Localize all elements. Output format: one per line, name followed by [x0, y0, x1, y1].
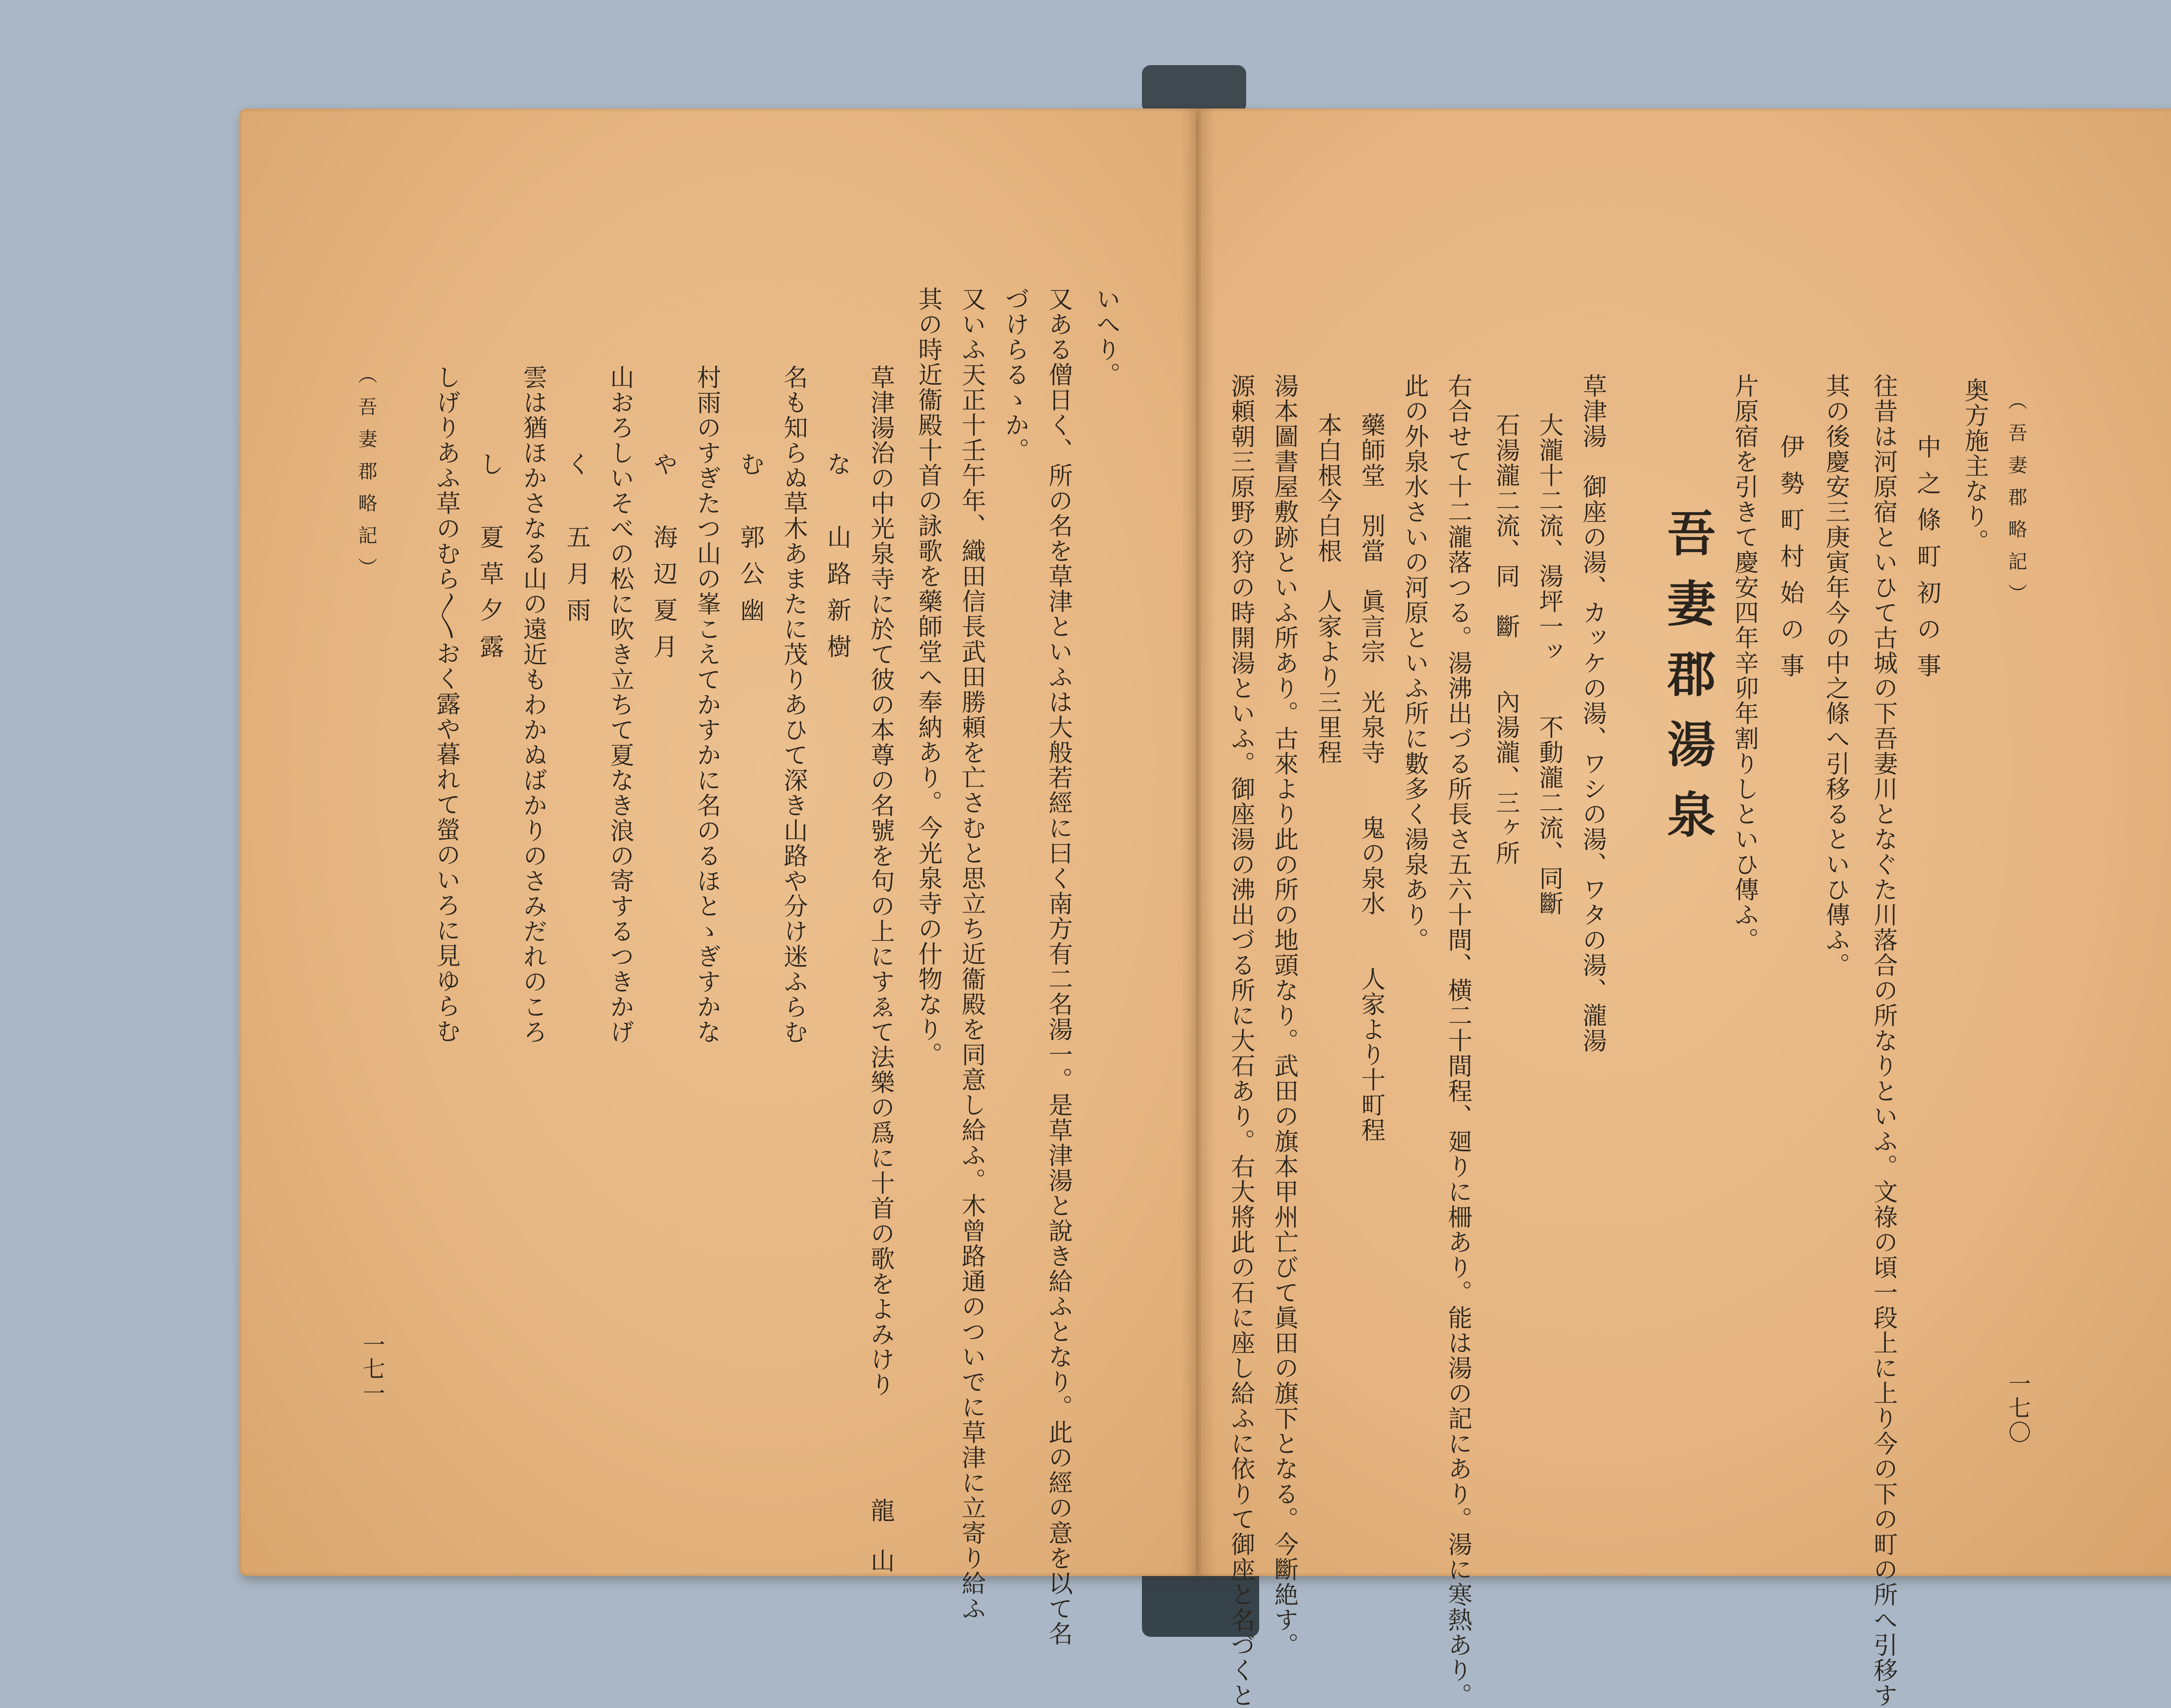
- poem-line: 名も知らぬ草木あまたに茂りあひて深き山路や分け迷ふらむ: [780, 365, 808, 1045]
- poem-line: 山おろしいそべの松に吹き立ちて夏なき浪の寄するつきかげ: [606, 365, 634, 1045]
- text-line: 右合せて十二瀧落つる。湯沸出づる所長さ五六十間、横二十間程、廻りに柵あり。能は湯の記にあり。湯に寒熱あり。: [1444, 373, 1472, 1708]
- text-line: いへり。: [1092, 287, 1121, 387]
- text-line: 大瀧十二流、湯坪一ッ 不動瀧二流、同斷: [1535, 412, 1564, 916]
- book-gutter: [1181, 109, 1216, 1576]
- poem-title: く 五月雨: [563, 452, 591, 634]
- poem-line: 村雨のすぎたつ山の峯こえてかすかに名のるほとゝぎすかな: [693, 365, 721, 1045]
- poem-title: な 山路新樹: [823, 452, 851, 670]
- text-line: 此の外泉水さいの河原といふ所に數多く湯泉あり。: [1401, 373, 1429, 953]
- text-line: 源頼朝三原野の狩の時開湯といふ。御座湯の沸出づる所に大石あり。右大將此の石に座し給ふに依りて御座と名づくと: [1227, 373, 1255, 1708]
- text-line: づけらるゝか。: [1001, 287, 1029, 463]
- section-heading: 中之條町初の事: [1913, 434, 1941, 689]
- poem-title: む 郭公幽: [736, 452, 765, 634]
- text-line: 藥師堂 別當 眞言宗 光泉寺 鬼の泉水 人家より十町程: [1357, 412, 1386, 1143]
- poem-title: や 海辺夏月: [650, 452, 678, 670]
- text-line: 草津湯治の中光泉寺に於て彼の本尊の名號を句の上にすゑて法樂の爲に十首の歌をよみけり 龍 山: [867, 365, 895, 1573]
- text-line: 奥方施主なり。: [1961, 378, 1989, 554]
- text-line: 片原宿を引きて慶安四年辛卯年割りしといひ傳ふ。: [1731, 373, 1759, 953]
- poem-line: しげりあふ草のむら〳〵おく露や暮れて螢のいろに見ゆらむ: [432, 365, 461, 1044]
- left-page-number: 一七一: [359, 1333, 385, 1406]
- text-line: 本白根今白根 人家より三里程: [1314, 412, 1342, 765]
- text-line: 石湯瀧二流、同 斷 內湯瀧、三ヶ所: [1492, 412, 1520, 866]
- poem-title: し 夏草夕露: [476, 452, 504, 670]
- text-line: 草津湯 御座の湯、カッケの湯、ワシの湯、ワタの湯、瀧湯: [1579, 373, 1607, 1053]
- left-page-header: （吾妻郡略記）: [355, 365, 377, 590]
- book-spine-top: [1142, 65, 1246, 113]
- right-page-number: 一七〇: [2004, 1372, 2030, 1445]
- section-heading: 伊勢町村始の事: [1776, 434, 1805, 689]
- text-line: 其の後慶安三庚寅年今の中之條へ引移るといひ傳ふ。: [1822, 373, 1850, 978]
- text-line: 湯本圖書屋敷跡といふ所あり。古來より此の所の地頭なり。武田の旗本甲州亡びて眞田の旗下となる。今斷絶す。: [1270, 373, 1299, 1658]
- right-page-header: （吾妻郡略記）: [2005, 391, 2027, 616]
- poem-line: 雲は猶ほかさなる山の遠近もわかぬばかりのさみだれのころ: [519, 365, 548, 1045]
- text-line: 又いふ天正十壬午年、織田信長武田勝頼を亡さむと思立ち近衞殿を同意し給ふ。木曾路通のついでに草津に立寄り給ふ: [958, 287, 986, 1621]
- text-line: 又ある僧日く、所の名を草津といふは大般若經に曰く南方有二名湯一。是草津湯と說き給ふとなり。此の經の意を以て名: [1045, 287, 1073, 1646]
- text-line: 其の時近衞殿十首の詠歌を藥師堂へ奉納あり。今光泉寺の什物なり。: [914, 287, 943, 1067]
- chapter-title: 吾妻郡湯泉: [1659, 508, 1716, 860]
- text-line: 往昔は河原宿といひて古城の下吾妻川となぐた川落合の所なりといふ。文祿の頃一段上に上り今の下の町の所へ引移す: [1870, 373, 1898, 1708]
